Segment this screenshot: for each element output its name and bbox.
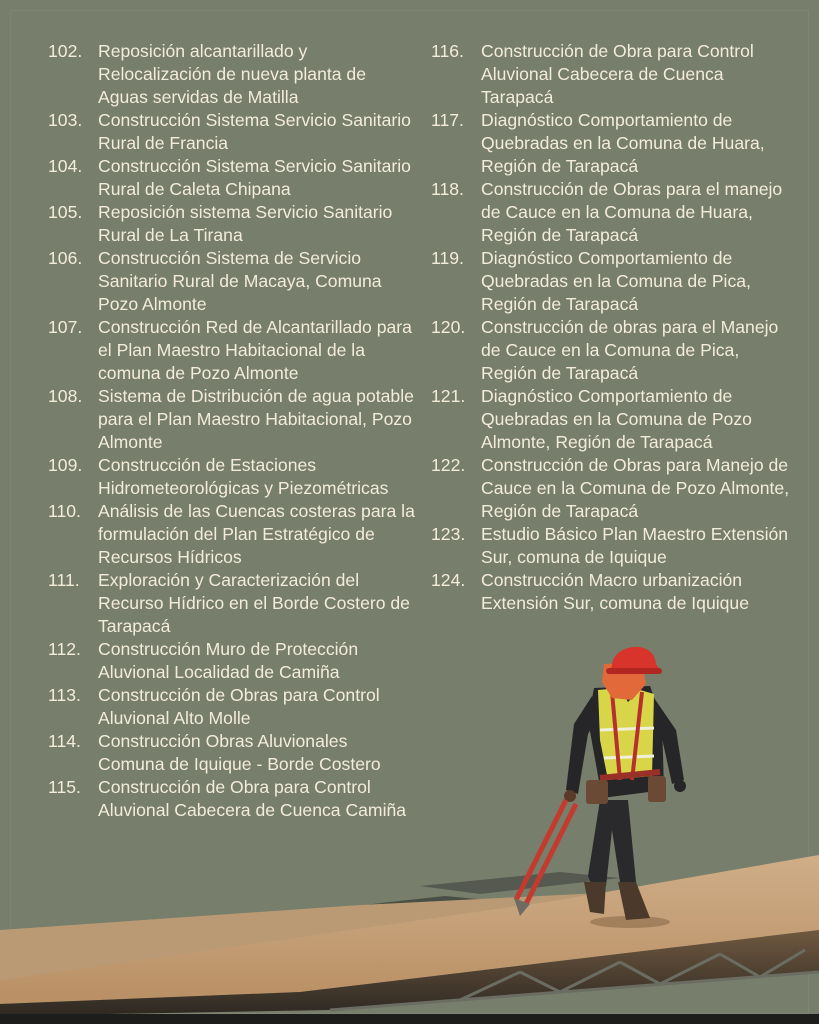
project-title: Construcción Sistema Servicio Sanitario Rural de Caleta Chipana [98, 156, 411, 199]
project-list-right [423, 40, 793, 615]
project-number: 109. [48, 455, 83, 475]
construction-worker-photo [0, 600, 819, 1024]
project-list-item [423, 523, 793, 569]
project-title: Construcción de obras para el Manejo de Cauce en la Comuna de Pica, Región de Tarapacá [481, 317, 779, 383]
project-title: Análisis de las Cuencas costeras para la formulación del Plan Estratégico de Recursos Hídricos [98, 501, 415, 567]
project-title: Construcción Sistema Servicio Sanitario Rural de Francia [98, 110, 411, 153]
project-title: Construcción Red de Alcantarillado para el Plan Maestro Habitacional de la comuna de Pozo Almonte [98, 317, 412, 383]
project-number: 111. [48, 570, 80, 590]
project-number: 113. [48, 685, 81, 705]
project-number: 116. [431, 41, 464, 61]
project-list-item [423, 109, 793, 178]
project-title: Construcción de Obra para Control Aluvional Cabecera de Cuenca Camiña [98, 777, 407, 820]
project-list-item [40, 454, 415, 500]
project-list-item [423, 385, 793, 454]
project-title: Construcción de Obras para Control Aluvional Alto Molle [98, 685, 380, 728]
project-title: Construcción Macro urbanización Extensión Sur, comuna de Iquique [481, 570, 749, 613]
project-number: 102. [48, 41, 83, 61]
project-title: Sistema de Distribución de agua potable para el Plan Maestro Habitacional, Pozo Almonte [98, 386, 414, 452]
project-list-item [40, 316, 415, 385]
project-list-item [40, 385, 415, 454]
project-number: 108. [48, 386, 83, 406]
project-number: 117. [431, 110, 464, 130]
project-list-item [40, 155, 415, 201]
project-title: Diagnóstico Comportamiento de Quebradas en la Comuna de Pozo Almonte, Región de Tarapacá [481, 386, 752, 452]
project-list-item [423, 316, 793, 385]
project-number: 120. [431, 317, 466, 337]
project-number: 106. [48, 248, 83, 268]
project-title: Construcción de Obras para Manejo de Cauce en la Comuna de Pozo Almonte, Región de Tarapacá [481, 455, 790, 521]
project-number: 122. [431, 455, 466, 475]
project-title: Diagnóstico Comportamiento de Quebradas en la Comuna de Pica, Región de Tarapacá [481, 248, 751, 314]
project-title: Construcción Muro de Protección Aluvional Localidad de Camiña [98, 639, 359, 682]
project-list-item [423, 454, 793, 523]
project-list-item [40, 201, 415, 247]
project-list-item [40, 40, 415, 109]
project-number: 103. [48, 110, 83, 130]
project-title: Construcción de Estaciones Hidrometeorológicas y Piezométricas [98, 455, 389, 498]
project-number: 112. [48, 639, 81, 659]
project-title: Reposición alcantarillado y Relocalización de nueva planta de Aguas servidas de Matilla [98, 41, 367, 107]
project-number: 118. [431, 179, 464, 199]
project-title: Construcción Sistema de Servicio Sanitario Rural de Macaya, Comuna Pozo Almonte [98, 248, 382, 314]
project-number: 121. [431, 386, 466, 406]
project-number: 123. [431, 524, 466, 544]
project-number: 114. [48, 731, 81, 751]
project-number: 107. [48, 317, 83, 337]
project-title: Diagnóstico Comportamiento de Quebradas en la Comuna de Huara, Región de Tarapacá [481, 110, 765, 176]
project-list-item [40, 247, 415, 316]
project-number: 110. [48, 501, 81, 521]
project-number: 105. [48, 202, 83, 222]
project-title: Construcción Obras Aluvionales Comuna de Iquique - Borde Costero [98, 731, 381, 774]
project-title: Reposición sistema Servicio Sanitario Rural de La Tirana [98, 202, 393, 245]
project-title: Construcción de Obras para el manejo de Cauce en la Comuna de Huara, Región de Tarapacá [481, 179, 783, 245]
project-number: 104. [48, 156, 83, 176]
project-list-item [423, 247, 793, 316]
project-title: Estudio Básico Plan Maestro Extensión Sur, comuna de Iquique [481, 524, 789, 567]
project-title: Exploración y Caracterización del Recurso Hídrico en el Borde Costero de Tarapacá [98, 570, 410, 636]
project-number: 115. [48, 777, 81, 797]
project-list-item [40, 500, 415, 569]
project-list-item [423, 40, 793, 109]
project-number: 119. [431, 248, 464, 268]
project-title: Construcción de Obra para Control Aluvional Cabecera de Cuenca Tarapacá [481, 41, 754, 107]
project-list-item [40, 109, 415, 155]
project-number: 124. [431, 570, 466, 590]
project-list-item [423, 178, 793, 247]
